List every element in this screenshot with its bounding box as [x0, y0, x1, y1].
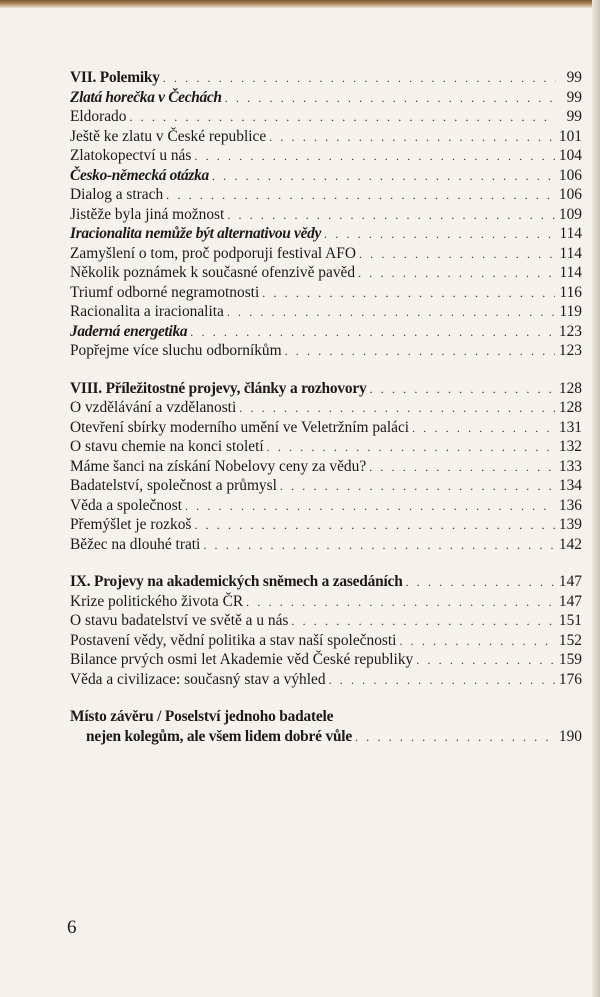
chapter-title: VIII. Příležitostné projevy, články a rozhovory [70, 379, 367, 397]
toc-entry [70, 68, 582, 88]
dot-leader [194, 516, 555, 536]
dot-leader [129, 108, 556, 128]
entry-page-number: 152 [558, 631, 582, 649]
entry-page-number: 114 [559, 225, 582, 242]
closing-page-number: 190 [558, 728, 582, 745]
entry-title: Přemýšlet je rozkoš [70, 516, 192, 533]
closing-title-1: Místo závěru / Poselství jednoho badatele [70, 708, 334, 725]
entry-title: O vzdělávání a vzdělanosti [70, 399, 237, 416]
toc-entry [70, 127, 582, 147]
toc-entry [70, 302, 582, 322]
toc-entry [70, 205, 582, 225]
entry-title: Racionalita a iracionalita [70, 303, 224, 320]
entry-page-number: 142 [558, 535, 582, 553]
entry-title: Popřejme více sluchu odborníkům [70, 342, 282, 359]
toc-entry [70, 418, 582, 438]
entry-title: Eldorado [70, 108, 127, 125]
dot-leader [225, 89, 556, 109]
dot-leader [194, 147, 555, 167]
dot-leader [329, 671, 555, 691]
table-of-contents [70, 68, 582, 747]
dot-leader [358, 264, 555, 284]
chapter-title: IX. Projevy na akademických sněmech a zasedáních [70, 573, 403, 590]
toc-entry [70, 88, 582, 108]
toc-entry [70, 670, 582, 690]
toc-entry [70, 515, 582, 535]
toc-entry [70, 437, 582, 457]
entry-title: Bilance prvých osmi let Akademie věd České republiky [70, 651, 414, 668]
entry-title: Jistěže byla jiná možnost [70, 205, 225, 223]
toc-entry [70, 592, 582, 612]
entry-page-number: 151 [558, 612, 582, 629]
toc-closing-entry [70, 707, 582, 747]
subsection-title: Iracionalita nemůže být alternativou vědy [70, 225, 322, 242]
entry-page-number: 119 [559, 303, 582, 320]
entry-title: Zlatokopectví u nás [70, 147, 192, 164]
toc-entry [70, 535, 582, 555]
toc-section-vii [70, 68, 582, 361]
toc-entry [70, 244, 582, 264]
entry-title: Dialog a strach [70, 186, 164, 203]
dot-leader [412, 419, 555, 439]
entry-page-number: 147 [558, 592, 582, 610]
closing-title-line-2 [70, 727, 582, 747]
entry-page-number: 114 [559, 264, 582, 281]
closing-title-2: nejen kolegům, ale všem lidem dobré vůle [86, 728, 353, 745]
dot-leader [269, 128, 555, 148]
entry-title: Věda a civilizace: současný stav a výhled [70, 670, 326, 688]
entry-title: Zamyšlení o tom, proč podporuji festival AFO [70, 244, 356, 262]
toc-entry [70, 263, 582, 283]
dot-leader [239, 399, 555, 419]
dot-leader [399, 632, 554, 652]
toc-entry [70, 611, 582, 631]
toc-entry [70, 224, 582, 244]
entry-page-number: 104 [558, 147, 582, 164]
entry-page-number: 128 [558, 399, 582, 416]
dot-leader [359, 245, 556, 265]
dot-leader [369, 458, 555, 478]
dot-leader [324, 225, 555, 245]
entry-page-number: 99 [566, 88, 582, 106]
dot-leader [262, 284, 555, 304]
entry-title: Několik poznámek k současné ofenzivě pavěd [70, 264, 356, 281]
entry-page-number: 134 [558, 477, 582, 494]
entry-page-number: 101 [558, 127, 582, 145]
entry-title: Běžec na dlouhé trati [70, 535, 201, 553]
entry-page-number: 159 [558, 651, 582, 668]
entry-title: Ještě ke zlatu v České republice [70, 127, 267, 145]
toc-entry [70, 476, 582, 496]
subsection-title: Jaderná energetika [70, 322, 188, 340]
closing-title-line-1 [70, 707, 582, 727]
page-top-edge [0, 0, 600, 8]
dot-leader [280, 477, 555, 497]
toc-entry [70, 379, 582, 399]
entry-page-number: 147 [558, 573, 582, 590]
entry-title: Badatelství, společnost a průmysl [70, 477, 277, 494]
entry-page-number: 99 [566, 69, 582, 86]
toc-entry [70, 283, 582, 303]
entry-title: Otevření sbírky moderního umění ve Veletržním paláci [70, 418, 410, 436]
toc-section-ix [70, 572, 582, 689]
dot-leader [163, 69, 556, 89]
dot-leader [203, 536, 555, 556]
entry-title: Triumf odborné negramotnosti [70, 283, 260, 301]
dot-leader [227, 206, 555, 226]
toc-entry [70, 185, 582, 205]
entry-title: Postavení vědy, vědní politika a stav naší společnosti [70, 631, 397, 649]
entry-page-number: 114 [559, 244, 582, 262]
entry-page-number: 123 [558, 322, 582, 340]
toc-entry [70, 341, 582, 361]
subsection-title: Česko-německá otázka [70, 166, 209, 184]
toc-entry [70, 166, 582, 186]
toc-entry [70, 146, 582, 166]
entry-title: O stavu badatelství ve světě a u nás [70, 612, 289, 629]
entry-page-number: 128 [558, 379, 582, 397]
entry-title: O stavu chemie na konci století [70, 438, 264, 455]
entry-page-number: 123 [558, 342, 582, 359]
dot-leader [246, 593, 555, 613]
entry-page-number: 176 [558, 670, 582, 688]
toc-section-viii [70, 379, 582, 555]
toc-entry [70, 398, 582, 418]
dot-leader [285, 342, 555, 362]
dot-leader [355, 728, 555, 748]
dot-leader [212, 167, 555, 187]
dot-leader [416, 651, 555, 671]
dot-leader [291, 612, 555, 632]
dot-leader [227, 303, 556, 323]
entry-title: Krize politického života ČR [70, 592, 244, 610]
entry-page-number: 131 [558, 418, 582, 436]
toc-entry [70, 496, 582, 516]
entry-page-number: 133 [558, 457, 582, 475]
dot-leader [166, 186, 555, 206]
dot-leader [185, 497, 555, 517]
page-number: 6 [67, 917, 77, 938]
entry-title: Máme šanci na získání Nobelovy ceny za vědu? [70, 457, 367, 475]
entry-page-number: 109 [558, 205, 582, 223]
toc-entry [70, 457, 582, 477]
entry-page-number: 99 [566, 108, 582, 125]
entry-page-number: 139 [558, 516, 582, 533]
toc-entry [70, 631, 582, 651]
toc-entry [70, 107, 582, 127]
subsection-title: Zlatá horečka v Čechách [70, 88, 222, 106]
dot-leader [370, 380, 555, 400]
entry-title: Věda a společnost [70, 496, 182, 514]
toc-entry [70, 650, 582, 670]
entry-page-number: 116 [559, 283, 582, 301]
page-right-edge [592, 0, 600, 997]
toc-entry [70, 572, 582, 592]
toc-entry [70, 322, 582, 342]
entry-page-number: 106 [558, 166, 582, 184]
entry-page-number: 132 [558, 438, 582, 455]
entry-page-number: 136 [558, 496, 582, 514]
dot-leader [406, 573, 555, 593]
dot-leader [267, 438, 555, 458]
dot-leader [190, 323, 555, 343]
entry-page-number: 106 [558, 186, 582, 203]
chapter-title: VII. Polemiky [70, 69, 160, 86]
